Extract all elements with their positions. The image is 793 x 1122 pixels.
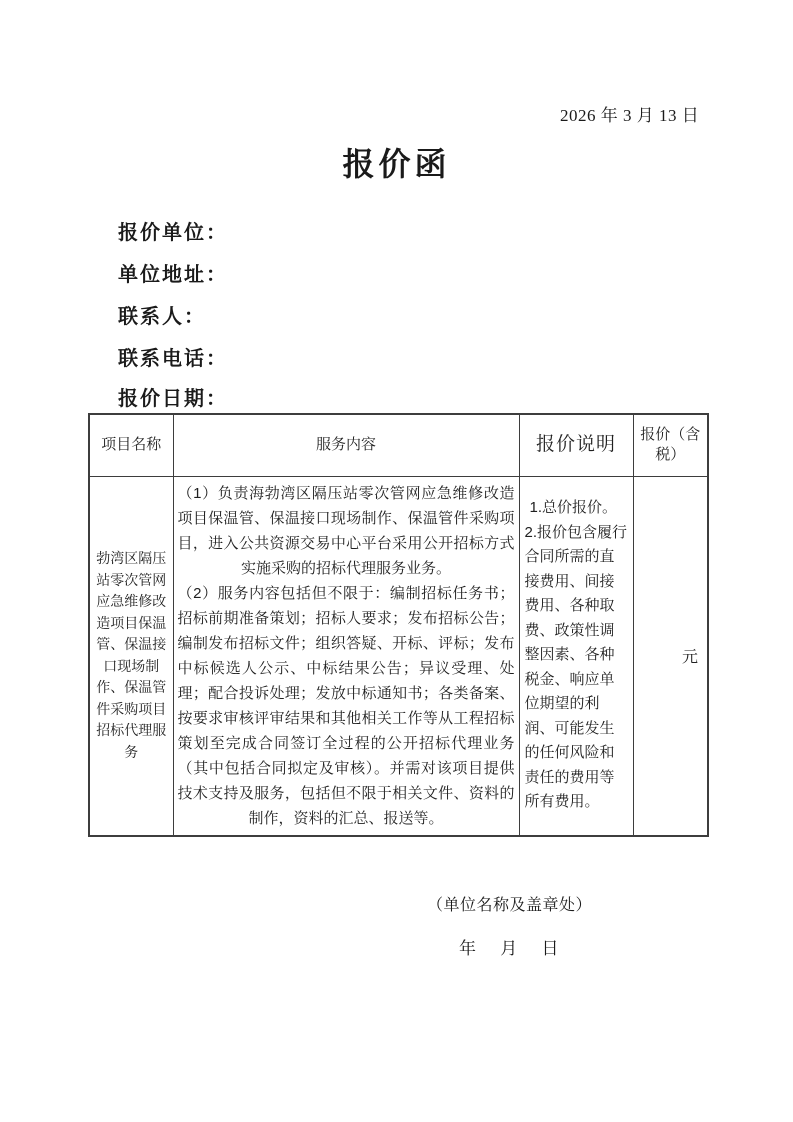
col-header-service-content: 服务内容 bbox=[173, 414, 519, 476]
cell-quote-note bbox=[519, 476, 633, 836]
quote-note-item-2: 2.报价包含履行合同所需的直接费用、间接费用、各种取费、政策性调整因素、各种税金、响应单位期望的利润、可能发生的任何风险和责任的费用等所有费用。 bbox=[524, 523, 628, 811]
col-header-project-name: 项目名称 bbox=[89, 414, 173, 476]
quote-note-item-1: 1.总价报价。 bbox=[529, 499, 618, 517]
field-label-quote-unit: 报价单位： bbox=[118, 222, 228, 244]
table-header-row bbox=[89, 414, 708, 476]
signature-date-line: 年 月 日 bbox=[459, 939, 560, 958]
col-header-quote-note: 报价说明 bbox=[519, 414, 633, 476]
quotation-table bbox=[88, 413, 709, 837]
field-label-contact-phone: 联系电话： bbox=[118, 348, 228, 370]
service-paragraph-2: （2）服务内容包括但不限于：编制招标任务书；招标前期准备策划；招标人要求；发布招标公告；编制发布招标文件；组织答疑、开标、评标；发布中标候选人公示、中标结果公告；异议受理、处理；配合投诉处理；发放中标通知书；各类备案、按要求审核评审结果和其他相关工作等从工程招标策划至完成合同签订全过程的公开招标代理业务（其中包括合同拟定及审核）。并需对该项目提供技术支持及服务，包括但不限于相关文件、资料的制作，资料的汇总、报送等。 bbox=[177, 584, 515, 827]
field-label-unit-address: 单位地址： bbox=[118, 264, 228, 286]
document-date: 2026 年 3 月 13 日 bbox=[560, 106, 700, 125]
field-label-quote-date: 报价日期： bbox=[118, 388, 228, 410]
cell-price-value: 元 bbox=[633, 476, 708, 836]
cell-service-content bbox=[173, 476, 519, 836]
col-header-price-with-tax: 报价（含税） bbox=[633, 414, 708, 476]
field-label-contact-person: 联系人： bbox=[118, 306, 206, 328]
table-row bbox=[89, 476, 708, 836]
page-title: 报价函 bbox=[342, 146, 451, 182]
service-paragraph-1: （1）负责海勃湾区隔压站零次管网应急维修改造项目保温管、保温接口现场制作、保温管件采购项目，进入公共资源交易中心平台采用公开招标方式实施采购的招标代理服务业务。 bbox=[177, 484, 515, 577]
cell-project-name: 勃湾区隔压站零次管网应急维修改造项目保温管、保温接口现场制作、保温管件采购项目招标代理服务 bbox=[89, 476, 173, 836]
seal-placeholder-note: （单位名称及盖章处） bbox=[427, 897, 593, 914]
